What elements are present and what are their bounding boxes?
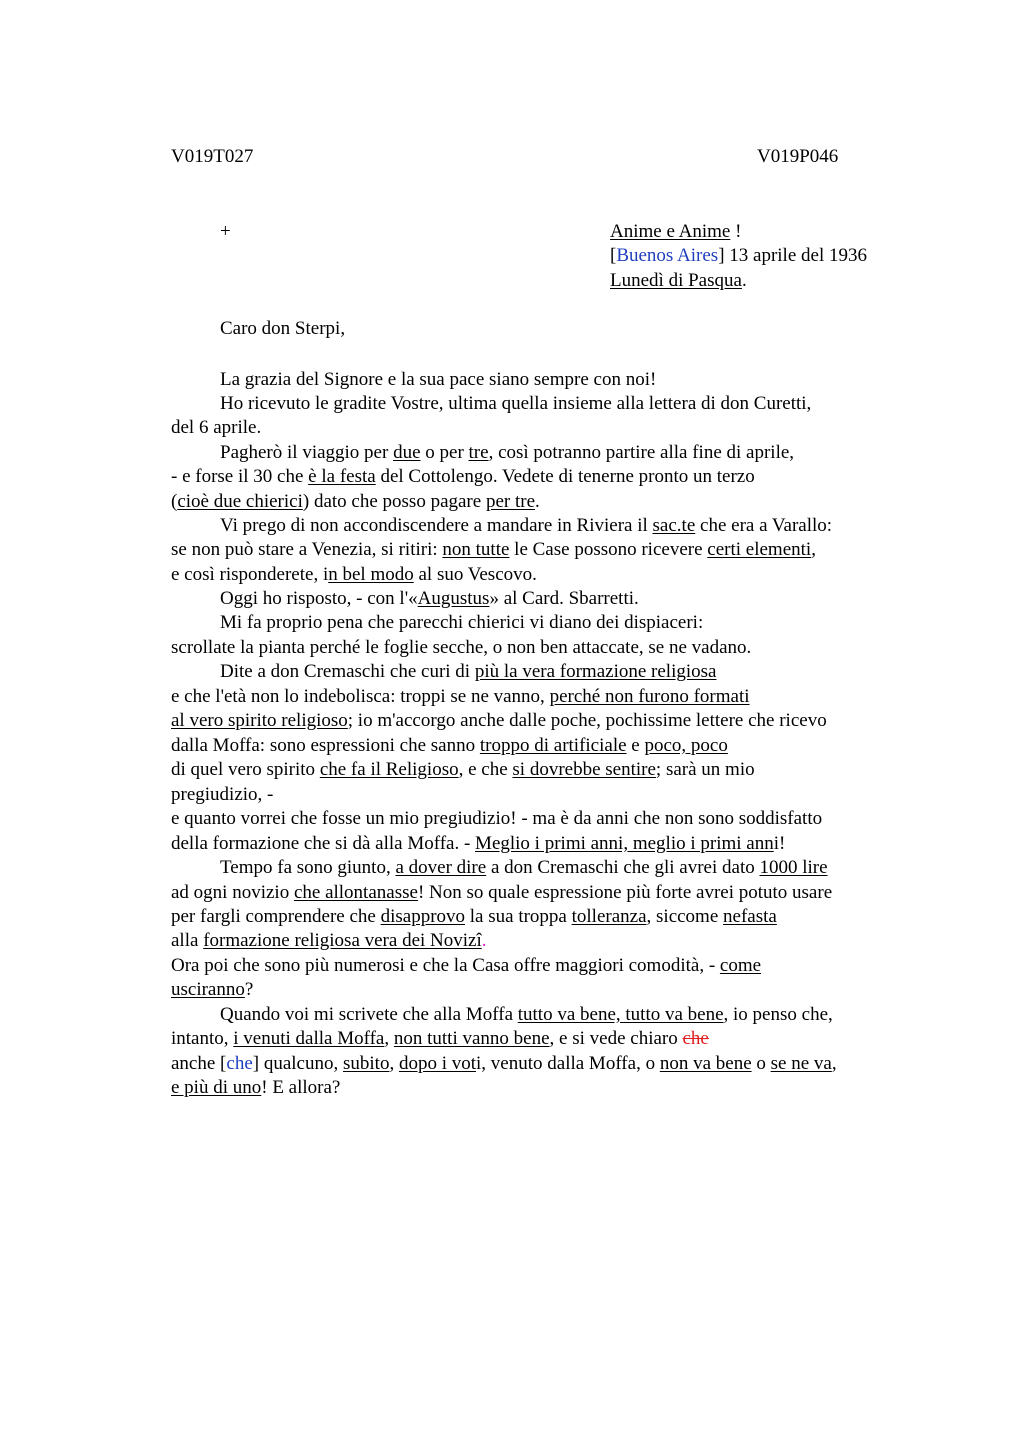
document-code-right: V019P046 (757, 146, 839, 167)
body-line (171, 881, 832, 905)
line-text: , siccome (646, 906, 724, 927)
letter-title-mark: ! (730, 221, 742, 242)
line-text: . (535, 491, 540, 512)
underlined-text: i venuti dalla Moffa (233, 1028, 385, 1049)
line-text: a don Cremaschi che gli avrei dato (486, 857, 760, 878)
line-text: del Cottolengo. Vedete di tenerne pronto un terzo (375, 466, 755, 487)
body-line (171, 563, 537, 587)
line-text: intanto, (171, 1028, 234, 1049)
line-text: per fargli comprendere che (171, 906, 381, 927)
body-line (171, 978, 253, 1002)
line-text: e che l'età non lo indebolisca: troppi se ne vanno, (171, 686, 550, 707)
underlined-text: a dover dire (395, 857, 487, 878)
underlined-text: perché non furono formati (549, 686, 750, 707)
line-text: - e forse il 30 che (171, 466, 309, 487)
line-text: e così risponderete, i (171, 564, 329, 585)
line-text: e quanto vorrei che fosse un mio pregiudizio! - ma è da anni che non sono soddisfatto (171, 808, 823, 829)
line-text: al suo Vescovo. (413, 564, 537, 585)
body-line (220, 441, 794, 465)
underlined-text: n bel modo (328, 564, 414, 585)
body-line (171, 465, 755, 489)
body-line (171, 758, 755, 782)
line-text: Ho ricevuto le gradite Vostre, ultima quella insieme alla lettera di don Curetti, (220, 393, 812, 414)
line-text: del 6 aprile. (171, 417, 262, 438)
underlined-text: certi elementi (707, 539, 812, 560)
line-text: pregiudizio, - (171, 784, 274, 805)
struck-text: che (682, 1028, 709, 1049)
line-text: e (626, 735, 645, 756)
body-line (220, 392, 811, 416)
line-text: , così potranno partire alla fine di aprile, (488, 442, 795, 463)
underlined-text: poco, poco (644, 735, 728, 756)
line-text: La grazia del Signore e la sua pace siano sempre con noi! (220, 369, 657, 390)
line-text: dalla Moffa: sono espressioni che sanno (171, 735, 480, 756)
line-text: ; io m'accorgo anche dalle poche, pochissime lettere che ricevo (347, 710, 827, 731)
underlined-text: al vero spirito religioso (171, 710, 348, 731)
letter-title (610, 221, 741, 243)
body-line (220, 856, 828, 880)
underlined-text: e più di uno (171, 1077, 262, 1098)
body-line (171, 636, 751, 660)
cross-mark: + (220, 221, 231, 242)
line-text: , (831, 1053, 837, 1074)
line-text: della formazione che si dà alla Moffa. - (171, 833, 476, 854)
line-text: ] qualcuno, (252, 1053, 343, 1074)
underlined-text: tre (468, 442, 489, 463)
line-text: ! Non so quale espressione più forte avrei potuto usare (417, 882, 833, 903)
line-text: ( (171, 491, 178, 512)
body-line (171, 734, 728, 758)
line-text: , io penso che, (723, 1004, 833, 1025)
underlined-text: tutto va bene, tutto va bene (517, 1004, 724, 1025)
underlined-text: disapprovo (380, 906, 466, 927)
underlined-text: che fa il Religioso (319, 759, 459, 780)
line-text: Pagherò il viaggio per (220, 442, 394, 463)
line-text: ) dato che posso pagare (302, 491, 486, 512)
body-line (171, 1076, 340, 1100)
line-text: , (389, 1053, 399, 1074)
editor-insertion: che (226, 1053, 253, 1074)
line-text: ad ogni novizio (171, 882, 294, 903)
body-line (171, 783, 273, 807)
underlined-text: che allontanasse (293, 882, 418, 903)
underlined-text: più la vera formazione religiosa (474, 661, 717, 682)
body-line (171, 807, 822, 831)
line-text: anche [ (171, 1053, 227, 1074)
underlined-text: Meglio i primi anni, meglio i primi ann (475, 833, 774, 854)
underlined-text: non va bene (659, 1053, 752, 1074)
line-text: ! E allora? (261, 1077, 341, 1098)
line-text: » al Card. Sbarretti. (489, 588, 639, 609)
line-text: , e che (458, 759, 513, 780)
body-line (220, 587, 639, 611)
document-code-left: V019T027 (171, 146, 254, 167)
underlined-text: nefasta (723, 906, 777, 927)
body-line (171, 1052, 837, 1076)
letter-day-text: Lunedì di Pasqua (610, 270, 742, 291)
line-text: , (811, 539, 816, 560)
underlined-text: come (719, 955, 762, 976)
body-line (220, 1003, 833, 1027)
line-text: alla (171, 930, 204, 951)
line-text: di quel vero spirito (171, 759, 320, 780)
line-text: che era a Varallo: (695, 515, 833, 536)
line-text: Vi prego di non accondiscendere a mandare in Riviera il (220, 515, 653, 536)
underlined-text: sac.te (652, 515, 696, 536)
underlined-text: dopo i vot (398, 1053, 477, 1074)
line-text: scrollate la pianta perché le foglie secche, o non ben attaccate, se ne vadano. (171, 637, 752, 658)
underlined-text: cioè due chierici (177, 491, 303, 512)
line-text: Mi fa proprio pena che parecchi chierici vi diano dei dispiaceri: (220, 612, 704, 633)
body-line (220, 514, 832, 538)
line-text: ; sarà un mio (655, 759, 755, 780)
line-text: Oggi ho risposto, - con l'« (220, 588, 418, 609)
line-text: se non può stare a Venezia, si ritiri: (171, 539, 443, 560)
body-line (171, 832, 785, 856)
body-line (171, 685, 750, 709)
salutation: Caro don Sterpi, (220, 318, 346, 339)
underlined-text: non tutte (442, 539, 510, 560)
line-text: o per (420, 442, 469, 463)
body-line (171, 538, 816, 562)
underlined-text: usciranno (171, 979, 245, 1000)
line-text: . (481, 930, 487, 951)
letter-title-text: Anime e Anime (610, 221, 731, 242)
body-line (171, 929, 487, 953)
underlined-text: per tre (485, 491, 536, 512)
body-line (171, 954, 761, 978)
body-line (171, 416, 261, 440)
line-text: i, venuto dalla Moffa, o (476, 1053, 660, 1074)
line-text: , e si vede chiaro (549, 1028, 683, 1049)
letter-place-date: [Buenos Aires] 13 aprile del 1936 (610, 245, 867, 266)
line-text: la sua troppa (465, 906, 572, 927)
line-text: Tempo fa sono giunto, (220, 857, 396, 878)
underlined-text: troppo di artificiale (479, 735, 627, 756)
letter-day-end: . (741, 270, 747, 291)
underlined-text: 1000 lire (759, 857, 828, 878)
underlined-text: due (393, 442, 421, 463)
letter-date: 13 aprile del 1936 (729, 245, 867, 266)
line-text: Quando voi mi scrivete che alla Moffa (220, 1004, 518, 1025)
body-line (220, 611, 703, 635)
line-text: le Case possono ricevere (509, 539, 708, 560)
underlined-text: se ne va (770, 1053, 832, 1074)
underlined-text: formazione religiosa vera dei Novizi (203, 930, 482, 951)
underlined-text: subito (343, 1053, 390, 1074)
body-line (220, 660, 716, 684)
body-line (171, 709, 827, 733)
line-text: Ora poi che sono più numerosi e che la Casa offre maggiori comodità, - (171, 955, 720, 976)
line-text: Dite a don Cremaschi che curi di (220, 661, 475, 682)
line-text: o (751, 1053, 771, 1074)
underlined-text: Augustus (417, 588, 490, 609)
letter-place: Buenos Aires (616, 245, 719, 266)
body-line (220, 368, 656, 392)
body-line (171, 1027, 709, 1051)
line-text: i! (773, 833, 786, 854)
underlined-text: si dovrebbe sentire (512, 759, 656, 780)
line-text: ? (244, 979, 254, 1000)
underlined-text: è la festa (308, 466, 376, 487)
letter-day (610, 270, 747, 292)
underlined-text: tolleranza (571, 906, 647, 927)
body-line (171, 490, 540, 514)
line-text: , (384, 1028, 394, 1049)
underlined-text: non tutti vanno bene (393, 1028, 550, 1049)
body-line (171, 905, 777, 929)
